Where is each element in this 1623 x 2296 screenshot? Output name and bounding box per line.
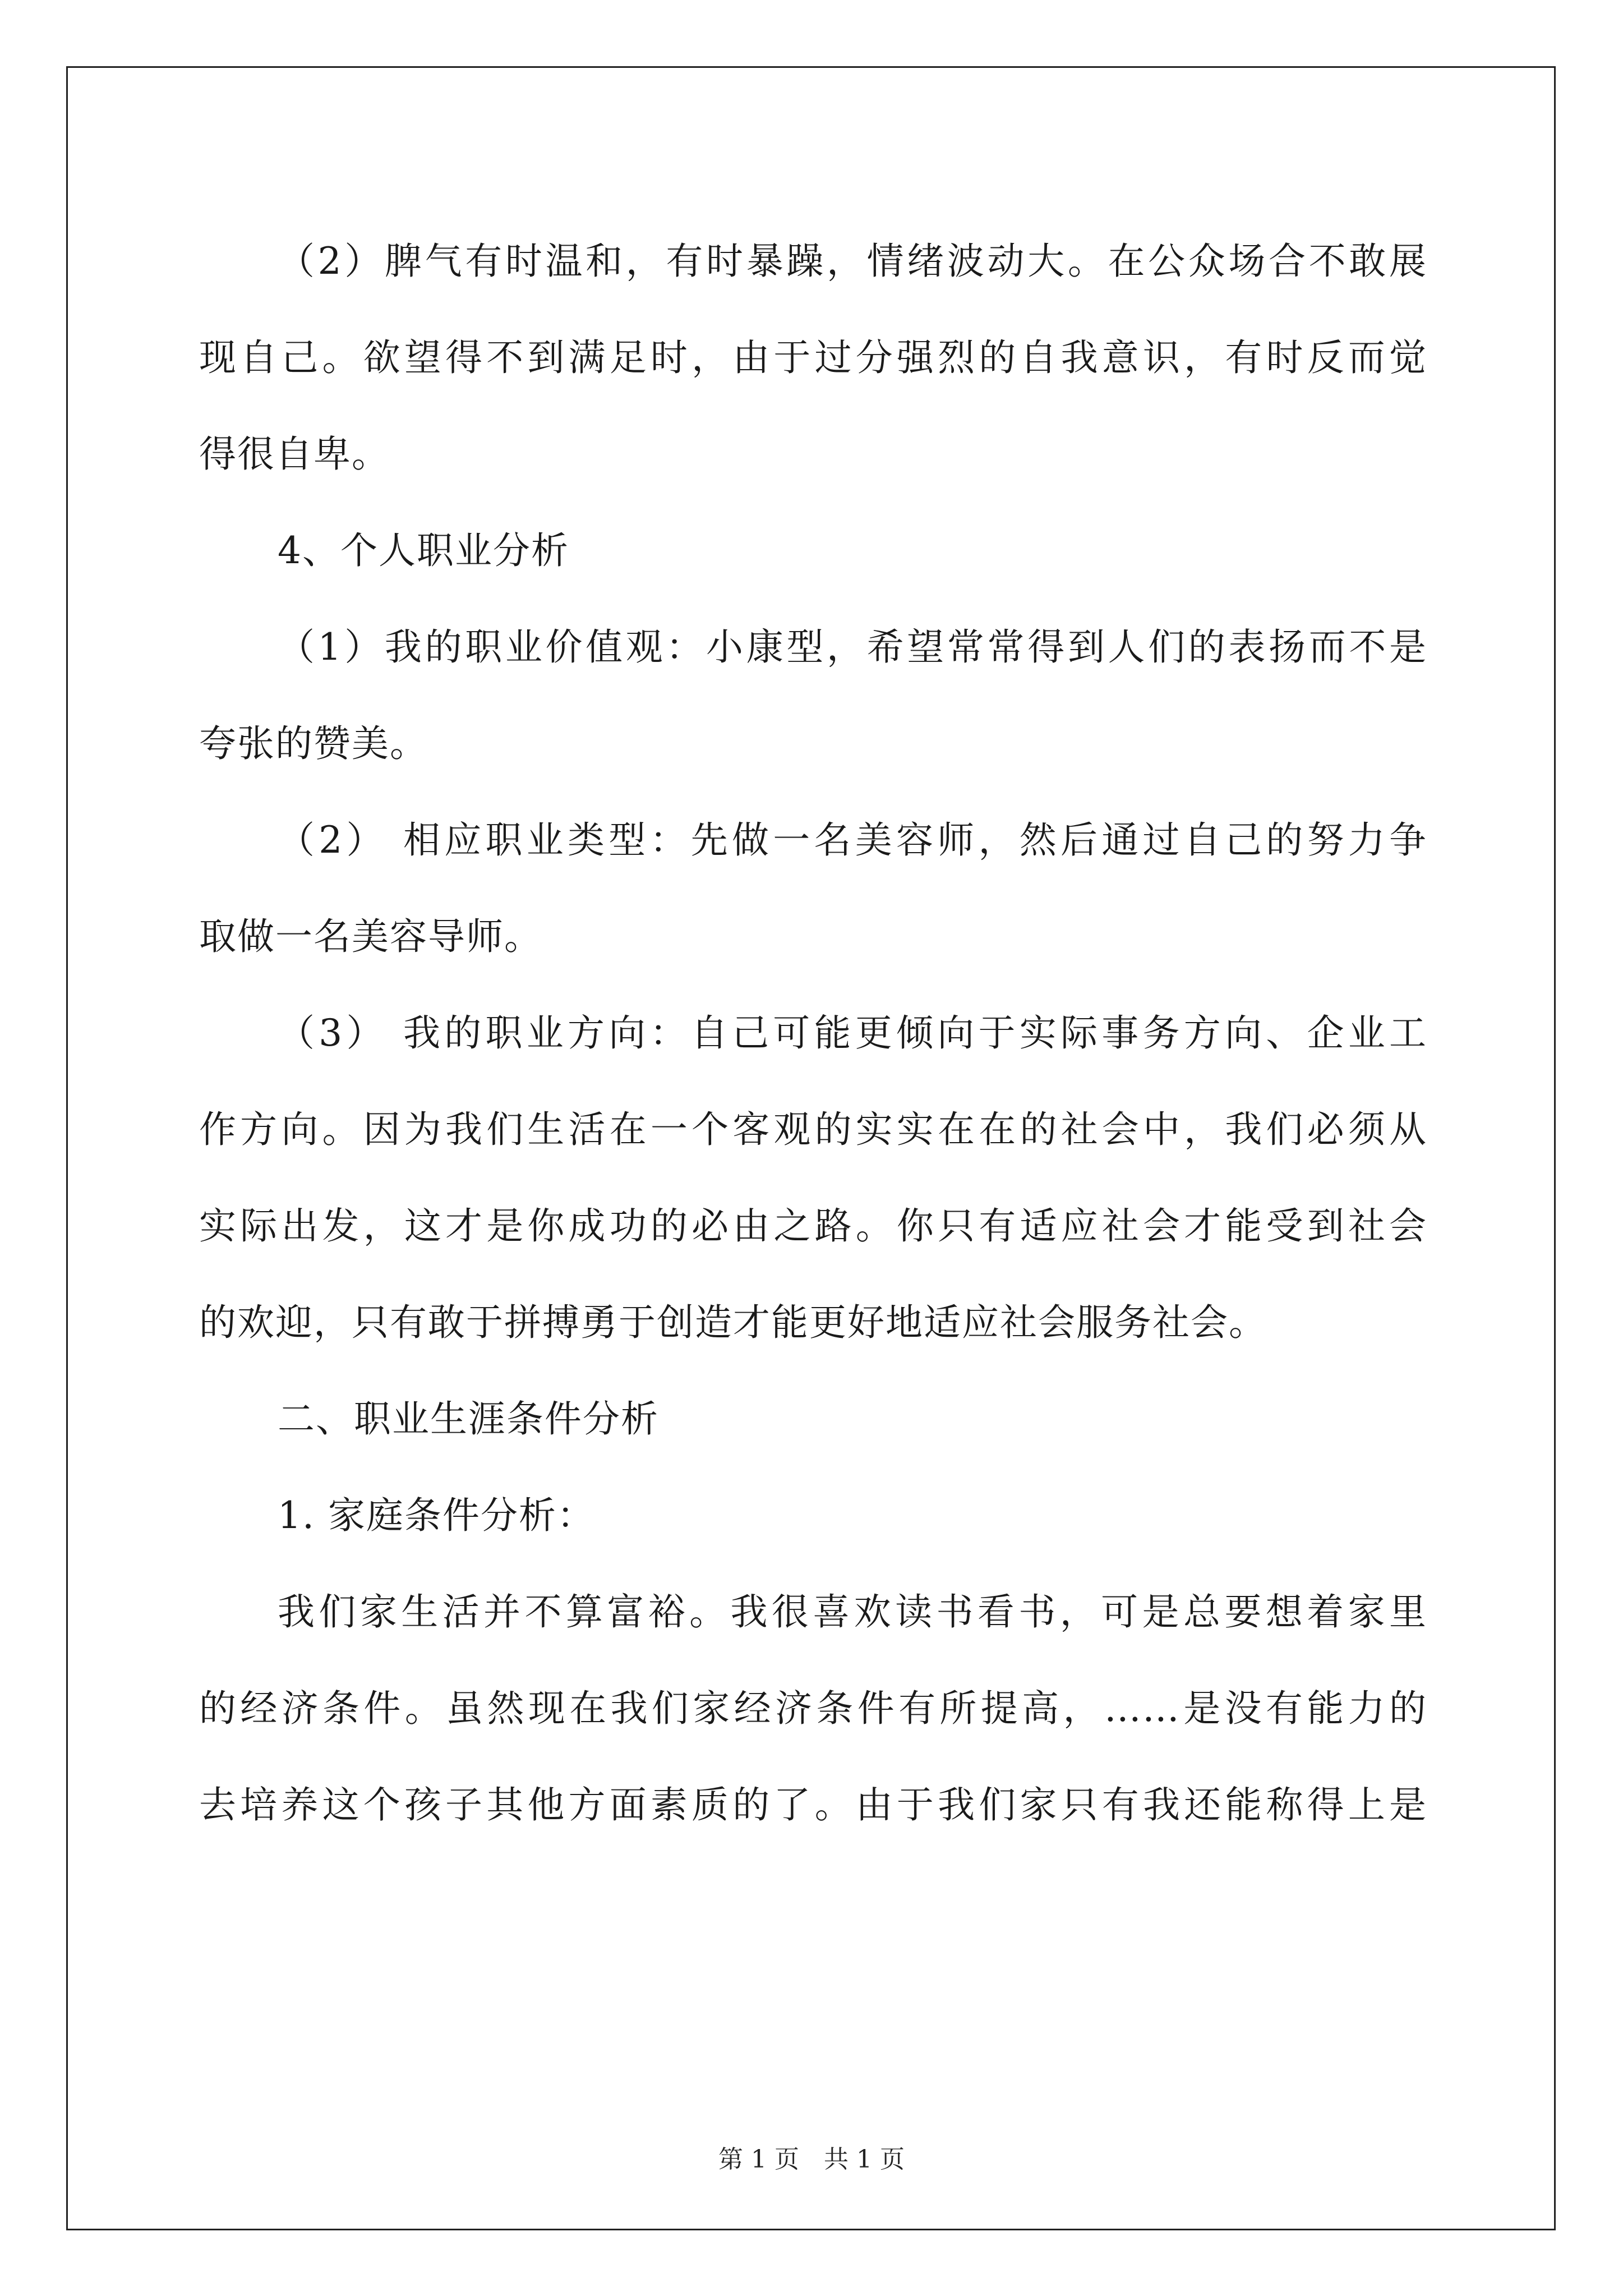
document-body bbox=[199, 213, 1427, 1853]
section-heading: 4、个人职业分析 bbox=[278, 529, 569, 572]
page-number-footer: 第 1 页 共 1 页 bbox=[718, 2145, 905, 2174]
paragraph-line: 现自己。欲望得不到满足时，由于过分强烈的自我意识，有时反而觉 bbox=[199, 336, 1427, 379]
paragraph-line: 作方向。因为我们生活在一个客观的实实在在的社会中，我们必须从 bbox=[199, 1108, 1427, 1151]
subsection-heading: 1. 家庭条件分析： bbox=[278, 1494, 595, 1537]
paragraph-line: 取做一名美容导师。 bbox=[199, 915, 542, 958]
paragraph-line: （2）脾气有时温和，有时暴躁，情绪波动大。在公众场合不敢展 bbox=[278, 240, 1427, 283]
paragraph-line: 夸张的赞美。 bbox=[199, 722, 428, 765]
paragraph-line: 的经济条件。虽然现在我们家经济条件有所提高，……是没有能力的 bbox=[199, 1687, 1427, 1730]
paragraph-line: 实际出发，这才是你成功的必由之路。你只有适应社会才能受到社会 bbox=[199, 1204, 1427, 1248]
paragraph-line: （3） 我的职业方向：自己可能更倾向于实际事务方向、企业工 bbox=[278, 1011, 1427, 1055]
paragraph-line: 去培养这个孩子其他方面素质的了。由于我们家只有我还能称得上是 bbox=[199, 1783, 1427, 1826]
paragraph-line: （2） 相应职业类型：先做一名美容师，然后通过自己的努力争 bbox=[278, 818, 1427, 862]
paragraph-line: 我们家生活并不算富裕。我很喜欢读书看书，可是总要想着家里 bbox=[278, 1590, 1427, 1634]
paragraph-line: （1）我的职业价值观：小康型，希望常常得到人们的表扬而不是 bbox=[278, 625, 1427, 669]
section-heading: 二、职业生涯条件分析 bbox=[278, 1397, 659, 1441]
paragraph-line: 得很自卑。 bbox=[199, 432, 390, 476]
paragraph-line: 的欢迎，只有敢于拼搏勇于创造才能更好地适应社会服务社会。 bbox=[199, 1301, 1267, 1344]
